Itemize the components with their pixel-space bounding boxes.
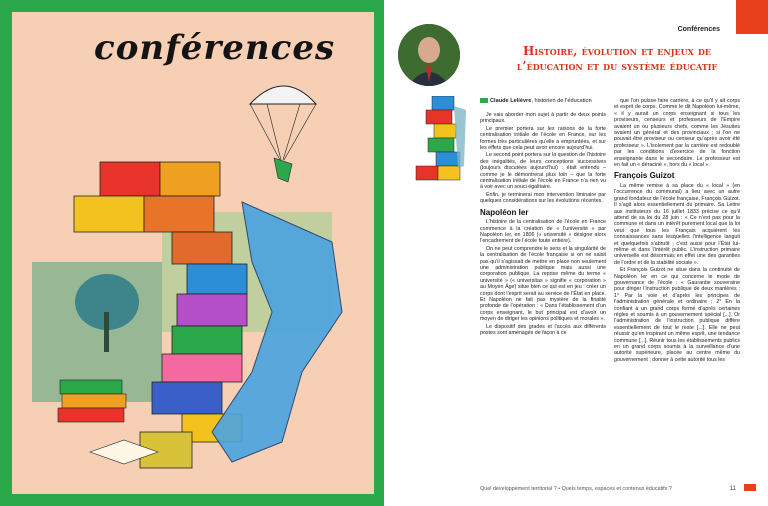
section-label: Conférences (677, 26, 720, 33)
paragraph: La même remise à sa place du « local » (en l’occurrence du communal) a lieu avec un autre grand fondateur de l’école française, François Guizot. Il s’agit alors essentiellement du primaire. Sa Lettre aux instituteurs du 16 juillet 1833 précise ce qu’il attend de sa loi du 28 juin : « Ce n’est pas pour la commune et dans un intérêt purement local que la loi veut que tous les Français acquièrent les connaissances sans lesquelles l’intelligence languit et quelquefois s’abrutit ; c’est aussi pour l’État lui-même et dans l’intérêt public. L’instruction primaire universelle est désormais en effet une des garanties de l’ordre et de la stabilité sociale ». (614, 182, 740, 266)
speaker-portrait (398, 24, 460, 86)
lego-brick-icon (480, 98, 488, 103)
column-right (614, 98, 740, 364)
right-page (384, 0, 768, 506)
subheading-guizot: François Guizot (614, 171, 675, 181)
subheading-napoleon: Napoléon Ier (480, 207, 529, 217)
lego-illustration (12, 12, 374, 494)
paragraph: Le dispositif des grades et l’accès aux différents postes sont aménagés de façon à ce (480, 323, 606, 336)
lego-brick-icon (744, 484, 756, 491)
article-title: Histoire, évolution et enjeux de l’éducation et du système éducatif (516, 44, 718, 73)
paragraph: L’histoire de la centralisation de l’école en France commence à la création de « l’université » par Napoléon Ier, en 1806 (« université » désigne alors l’encadrement de l’école toute entière). (480, 219, 606, 245)
cover-illustration-frame (12, 12, 374, 494)
running-footer: Quel développement territorial ? • Quels temps, espaces et contenus éducatifs ? (480, 486, 672, 492)
paragraph: Enfin, je terminerai mon intervention liminaire par quelques considérations sur les évolutions récentes. (480, 191, 606, 205)
paragraph: Je vais aborder mon sujet à partir de deux points principaux. (480, 112, 606, 125)
paragraph: Et François Guizot ne situe dans la continuité de Napoléon Ier en ce qui concerne le mode de gouvernance de l’école : « Gaurantie souveraine pour diriger l’instruction publique de deux manières : 1° Par la voie et d’après les principes de l’administration générale et ordinaire ; 2° En la confiant à un grand corps formé d’après certaines règles et soumis à un gouvernement spécial [...]. Or l’administration de l’instruction publique diffère essentiellement de tout le reste [...]. Elle ne peut réussir qu’en inspirant un même esprit, une tendance commune [...]. Réunir tous les établissements publics en un grand corps soumis à la surveillance d’une autorité supérieure, placée au centre même du gouvernement ; donner à cette autorité tous les (614, 267, 740, 363)
paragraph: Le second point portera sur la question de l’histoire des inégalités, de leurs conceptions successives (toujours discutées aujourd’hui) : était entendu – comme je le démontrerai plus loin – que la forte centralisation initiale de l’école en France n’a rien vu à voir avec un souci égalitaire. (480, 152, 606, 191)
page-number: 11 (729, 486, 736, 492)
author-name: Claude Lelièvre (490, 98, 532, 104)
author-line (480, 98, 598, 105)
paragraph: On ne peut comprendre le sens et la singularité de la centralisation de l’école française si on ne saisit pas qu’il s’agissait de mettre en place non seulement une administration publique mais aussi une corporation publique. La reprise même du terme « université » (« universitas » signifie « corporation » au Moyen Âge) situe bien ce qui est en jeu : créer un corps dont l’esprit serait au service de l’État en place. Et Napoléon ne fait pas mystère de la finalité profonde de l’opération : « Dans l’établissement d’un corps enseignant, le but principal est d’avoir un moyen de diriger les opinions politiques et morales ». (480, 245, 606, 323)
column-left (480, 112, 606, 337)
paragraph: que l’on puisse faire carrière, à ce qu’il y ait corps et esprit de corps. Comme le dit Napoléon lui-même, « il y aurait un corps enseignant si tous les proviseurs, censeurs et professeurs de l’Empire avaient un ou plusieurs chefs, comme les Jésuites avaient un général et des provinciaux ; si l’on ne pouvait être proviseur ou censeur qu’après avoir été professeur ». L’isolement par la carrière est redoublé par les conditions d’exercice de la fonction enseignante dans le secondaire. Le professeur est en fait un « déraciné », hors du « local ». (614, 98, 740, 169)
lego-tower-illustration (414, 96, 474, 206)
page-tab-marker (736, 0, 768, 34)
page-title: conférences (94, 28, 336, 68)
parachute-icon (250, 86, 316, 182)
paragraph: Le premier portera sur les raisons de la forte centralisation initiale de l’école en France, sur les formes très particulières qu’elle a empruntées, et sur les effets que cela peut avoir encore aujourd’hui. (480, 125, 606, 152)
author-role: , historien de l’éducation (531, 98, 592, 104)
